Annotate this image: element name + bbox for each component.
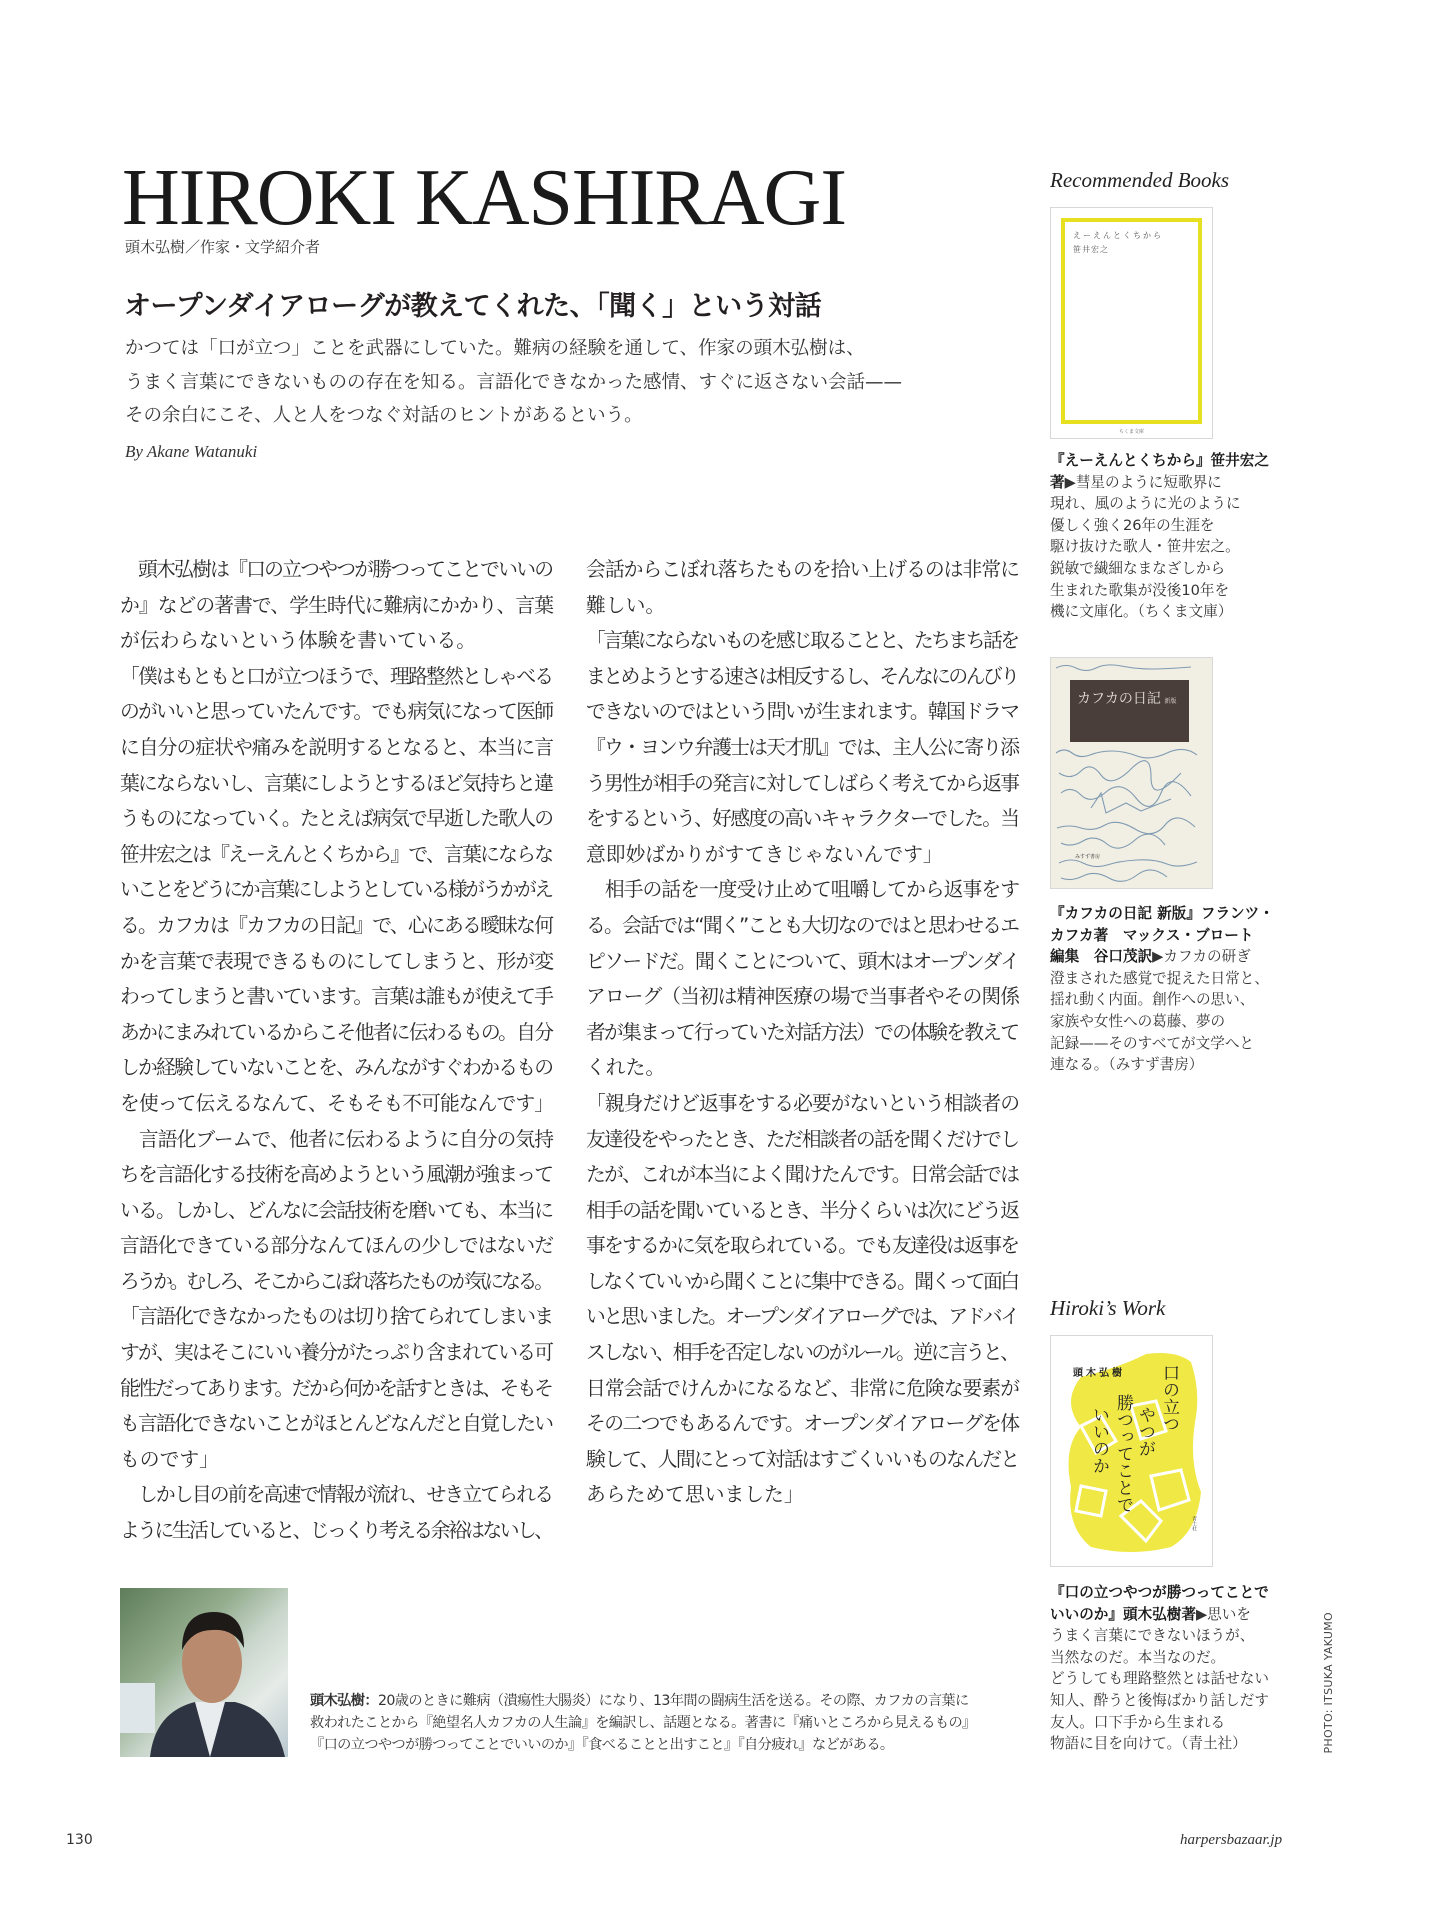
cover-title-box <box>1070 680 1189 742</box>
article-lead <box>125 332 902 433</box>
cover-publisher: 青土社 <box>1191 1516 1197 1531</box>
body-line: 言語化ブームで、他者に伝わるように自分の気持 <box>120 1127 554 1151</box>
body-line: う男性が相手の発言に対してしばらく考えてから返事 <box>586 771 1019 795</box>
body-line: 難しい。 <box>586 593 666 617</box>
body-line: いことをどうにか言葉にしようとしている様がうかがえ <box>120 878 552 902</box>
body-line: かを言葉で表現できるものにしてしまうと、形が変 <box>120 949 554 973</box>
cover-title-line: やつが <box>1135 1406 1155 1457</box>
subject-role: 頭木弘樹／作家・文学紹介者 <box>125 238 321 256</box>
site-url: harpersbazaar.jp <box>1180 1832 1283 1848</box>
cover-title <box>1077 688 1176 708</box>
portrait-figure <box>120 1588 288 1757</box>
body-line: る。会話では“聞く”ことも大切なのではと思わせるエ <box>586 913 1019 937</box>
body-line: その二つでもあるんです。オープンダイアローグを体 <box>586 1412 1019 1436</box>
body-line: 日常会話でけんかになるなど、非常に危険な要素が <box>586 1376 1020 1400</box>
body-line: たが、これが本当によく聞けたんです。日常会話では <box>586 1163 1019 1187</box>
cover-title-line: 口の立つ <box>1159 1364 1179 1432</box>
body-line: 「言葉にならないものを感じ取ることと、たちまち話を <box>586 629 1018 653</box>
author-bio <box>310 1691 976 1756</box>
body-line: しなくていいから聞くことに集中できる。聞くって面白 <box>586 1269 1018 1293</box>
book-caption-title: 『口の立つやつが勝つってことで いいのか』頭木弘樹著 <box>1050 1584 1269 1623</box>
body-line: のがいいと思っていたんです。でも病気になって医師 <box>120 700 553 724</box>
cover-edition: 新版 <box>1164 699 1177 705</box>
body-line: くれた。 <box>586 1056 666 1080</box>
body-line: 『ウ・ヨンウ弁護士は天才肌』では、主人公に寄り添 <box>586 735 1019 759</box>
body-line: スしない、相手を否定しないのがルール。逆に言うと、 <box>586 1341 1018 1365</box>
page-title: HIROKI KASHIRAGI <box>122 154 846 242</box>
body-line: 葉にならないし、言葉にしようとするほど気持ちと違 <box>120 771 553 795</box>
body-line: 言語化できている部分なんてほんの少しではないだ <box>120 1234 554 1258</box>
hirokis-work-heading: Hiroki’s Work <box>1050 1296 1166 1320</box>
book-caption <box>1050 1582 1280 1755</box>
bio-name: 頭木弘樹： <box>310 1693 378 1709</box>
cover-author: 笹井宏之 <box>1073 245 1109 254</box>
body-line: 友達役をやったとき、ただ相談者の話を聞くだけでし <box>586 1127 1019 1151</box>
body-line: 会話からこぼれ落ちたものを拾い上げるのは非常に <box>586 558 1020 581</box>
body-line: が伝わらないという体験を書いている。 <box>120 629 477 653</box>
photo-credit: PHOTO: ITSUKA YAKUMO <box>1322 1612 1335 1754</box>
cover-title-text: カフカの日記 <box>1077 692 1161 707</box>
body-line: うものになっていく。たとえば病気で早逝した歌人の <box>120 807 553 831</box>
book-cover-eeen <box>1050 207 1213 439</box>
book-caption-title: 『えーえんとくちから』笹井宏之 著 <box>1050 452 1269 491</box>
page-number: 130 <box>66 1832 93 1848</box>
body-line: を使って伝えるなんて、そもそも不可能なんです」 <box>120 1091 554 1115</box>
body-column-left <box>120 552 554 1549</box>
book-caption <box>1050 450 1280 623</box>
book-caption <box>1050 903 1280 1076</box>
body-line: ものです」 <box>120 1447 219 1471</box>
body-line: すが、実はそこにいい養分がたっぷり含まれている可 <box>120 1341 553 1365</box>
body-line: しか経験していないことを、みんながすぐわかるもの <box>120 1056 553 1080</box>
body-line: 「親身だけど返事をする必要がないという相談者の <box>586 1091 1020 1115</box>
book-cover-kafka <box>1050 657 1213 889</box>
body-line: 者が集まって行っていた対話方法）での体験を教えて <box>586 1020 1019 1044</box>
body-line: まとめようとする速さは相反するし、そんなにのんびり <box>586 664 1018 688</box>
body-line: をするという、好感度の高いキャラクターでした。当 <box>586 807 1019 831</box>
body-line: 意即妙ばかりがすてきじゃないんです」 <box>586 842 943 866</box>
book-cover-kuchi <box>1050 1335 1213 1567</box>
body-line: も言語化できないことがほとんどなんだと自覚したい <box>120 1412 553 1436</box>
body-line: 能性だってあります。だから何かを話すときは、そもそ <box>120 1376 552 1400</box>
body-line: 相手の話を聞いているとき、半分くらいは次にどう返 <box>586 1198 1019 1222</box>
body-line: ピソードだ。聞くことについて、頭木はオープンダイ <box>586 949 1019 973</box>
body-line: に自分の症状や痛みを説明するとなると、本当に言 <box>120 735 554 759</box>
cover-author: 頭木弘樹 <box>1073 1368 1125 1379</box>
bio-text: 20歳のときに難病（潰瘍性大腸炎）になり、13年間の闘病生活を送る。その際、カフカの言葉に 救われたことから『絶望名人カフカの人生論』を編訳し、話題となる。著書に『痛いところから見えるもの』 『口の立つやつが勝つってことでいいのか』『食べることと出すこと』『自分疲れ』などがある。 <box>310 1693 976 1753</box>
body-line: 「言語化できなかったものは切り捨てられてしまいま <box>120 1305 553 1329</box>
lead-line: うまく言葉にできないものの存在を知る。言語化できなかった感情、すぐに返さない会話—— <box>125 371 903 393</box>
body-line: しかし目の前を高速で情報が流れ、せき立てられる <box>120 1483 553 1507</box>
body-line: 「僕はもともと口が立つほうで、理路整然としゃべる <box>120 664 553 688</box>
body-line: ように生活していると、じっくり考える余裕はないし、 <box>120 1519 552 1543</box>
body-line: あかにまみれているからこそ他者に伝わるもの。自分 <box>120 1020 553 1044</box>
body-line: いと思いました。オープンダイアローグでは、アドバイ <box>586 1305 1018 1329</box>
body-column-right <box>586 552 1020 1513</box>
body-line: アローグ（当初は精神医療の場で当事者やその関係 <box>586 985 1020 1009</box>
body-line: わってしまうと書いています。言葉は誰もが使えて手 <box>120 985 553 1009</box>
body-line: ちを言語化する技術を高めようという風潮が強まって <box>120 1163 553 1187</box>
cover-publisher: ちくま文庫 <box>1118 429 1144 435</box>
body-line: 相手の話を一度受け止めて咀嚼してから返事をす <box>586 878 1020 902</box>
cover-title: えーえんとくちから <box>1073 231 1163 240</box>
lead-line: かつては「口が立つ」ことを武器にしていた。難病の経験を通して、作家の頭木弘樹は、 <box>125 338 865 359</box>
byline: By Akane Watanuki <box>125 442 258 461</box>
cover-publisher: みすず書房 <box>1075 854 1101 860</box>
body-line: 笹井宏之は『えーえんとくちから』で、言葉にならな <box>120 842 553 866</box>
body-line: できないのではという問いが生まれます。韓国ドラマ <box>586 700 1019 724</box>
body-line: 事をするかに気を取られている。でも友達役は返事を <box>586 1234 1019 1258</box>
cover-title-line: いいのか <box>1089 1406 1109 1474</box>
recommended-books-heading: Recommended Books <box>1050 168 1230 192</box>
body-line: る。カフカは『カフカの日記』で、心にある曖昧な何 <box>120 913 553 937</box>
body-line: いる。しかし、どんなに会話技術を磨いても、本当に <box>120 1198 553 1222</box>
book-caption-text: ▶思いを うまく言葉にできないほうが、 当然なのだ。本当なのだ。 どうしても理路整然とは話せない 知人、酔うと後悔ばかり話しだす 友人。口下手から生まれる 物語に目を向けて。（青土社） <box>1050 1605 1269 1753</box>
cover-title-line: 勝つってことで <box>1113 1394 1133 1513</box>
body-line: あらためて思いました」 <box>586 1483 804 1507</box>
book-caption-text: ▶カフカの研ぎ 澄まされた感覚で捉えた日常と、 揺れ動く内面。創作への思い、 家族や女性への葛藤、夢の 記録——そのすべてが文学へと 連なる。（みすず書房） <box>1050 948 1269 1074</box>
book-caption-title: 『カフカの日記 新版』フランツ・ カフカ著 マックス・ブロート 編集 谷口茂訳 <box>1050 905 1274 966</box>
lead-line: その余白にこそ、人と人をつなぐ対話のヒントがあるという。 <box>125 405 643 426</box>
body-line: か』などの著書で、学生時代に難病にかかり、言葉 <box>120 593 554 617</box>
body-line: 験して、人間にとって対話はすごくいいものなんだと <box>586 1447 1019 1471</box>
book-caption-text: ▶彗星のように短歌界に 現れ、風のように光のように 優しく強く26年の生涯を 駆け抜けた歌人・笹井宏之。 鋭敏で繊細なまなざしから 生まれた歌集が没後10年を 機に文庫化。（ちくま文庫） <box>1050 473 1241 621</box>
article-headline: オープンダイアローグが教えてくれた、「聞く」という対話 <box>124 291 822 322</box>
author-portrait <box>120 1588 288 1757</box>
body-line: 頭木弘樹は『口の立つやつが勝つってことでいいの <box>120 558 553 581</box>
body-line: ろうか。むしろ、そこからこぼれ落ちたものが気になる。 <box>120 1269 551 1293</box>
